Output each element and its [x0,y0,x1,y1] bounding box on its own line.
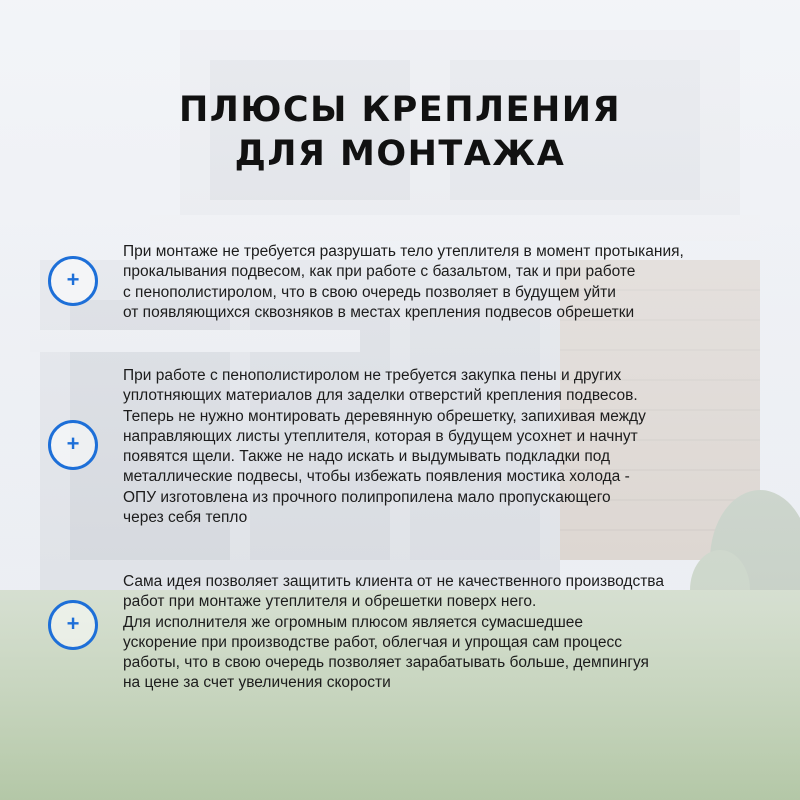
plus-glyph: + [66,431,80,456]
benefit-text [123,242,783,323]
text-line: металлические подвесы, чтобы избежать появления мостика холода - [123,468,630,486]
plus-glyph: + [66,611,80,636]
text-line: с пенополистиролом, что в свою очередь позволяет в будущем уйти [123,283,616,301]
text-line: через себя тепло [123,509,248,527]
plus-icon [48,600,98,650]
text-line: При монтаже не требуется разрушать тело утеплителя в момент протыкания, [123,243,684,260]
text-line: Теперь не нужно монтировать деревянную обрешетку, запихивая между [123,407,646,425]
text-line: Сама идея позволяет защитить клиента от не качественного производства [123,573,664,590]
text-line: работ при монтаже утеплителя и обрешетки поверх него. [123,593,537,611]
text-line: от появляющихся сквозняков в местах крепления подвесов обрешетки [123,303,635,321]
text-line: на цене за счет увеличения скорости [123,674,391,692]
text-line: прокалывания подвесом, как при работе с базальтом, так и при работе [123,263,636,281]
text-line: Для исполнителя же огромным плюсом является сумасшедшее [123,613,584,631]
page-title-line-1: ПЛЮСЫ КРЕПЛЕНИЯ [178,90,622,130]
benefit-text [123,366,783,528]
benefit-text [123,572,783,694]
text-line: появятся щели. Также не надо искать и выдумывать подкладки под [123,448,611,466]
text-line: направляющих листы утеплителя, которая в будущем усохнет и начнут [123,427,638,445]
text-line: уплотняющих материалов для заделки отверстий крепления подвесов. [123,387,638,405]
text-line: При работе с пенополистиролом не требуется закупка пены и других [123,367,622,384]
plus-icon [48,420,98,470]
page-title [0,88,800,176]
text-line: ОПУ изготовлена из прочного полипропилена мало пропускающего [123,488,611,506]
page-title-line-2: ДЛЯ МОНТАЖА [234,134,566,174]
plus-glyph: + [66,267,80,292]
text-line: работы, что в свою очередь позволяет зарабатывать больше, демпингуя [123,654,649,672]
plus-icon [48,256,98,306]
text-line: ускорение при производстве работ, облегчая и упрощая сам процесс [123,633,623,651]
